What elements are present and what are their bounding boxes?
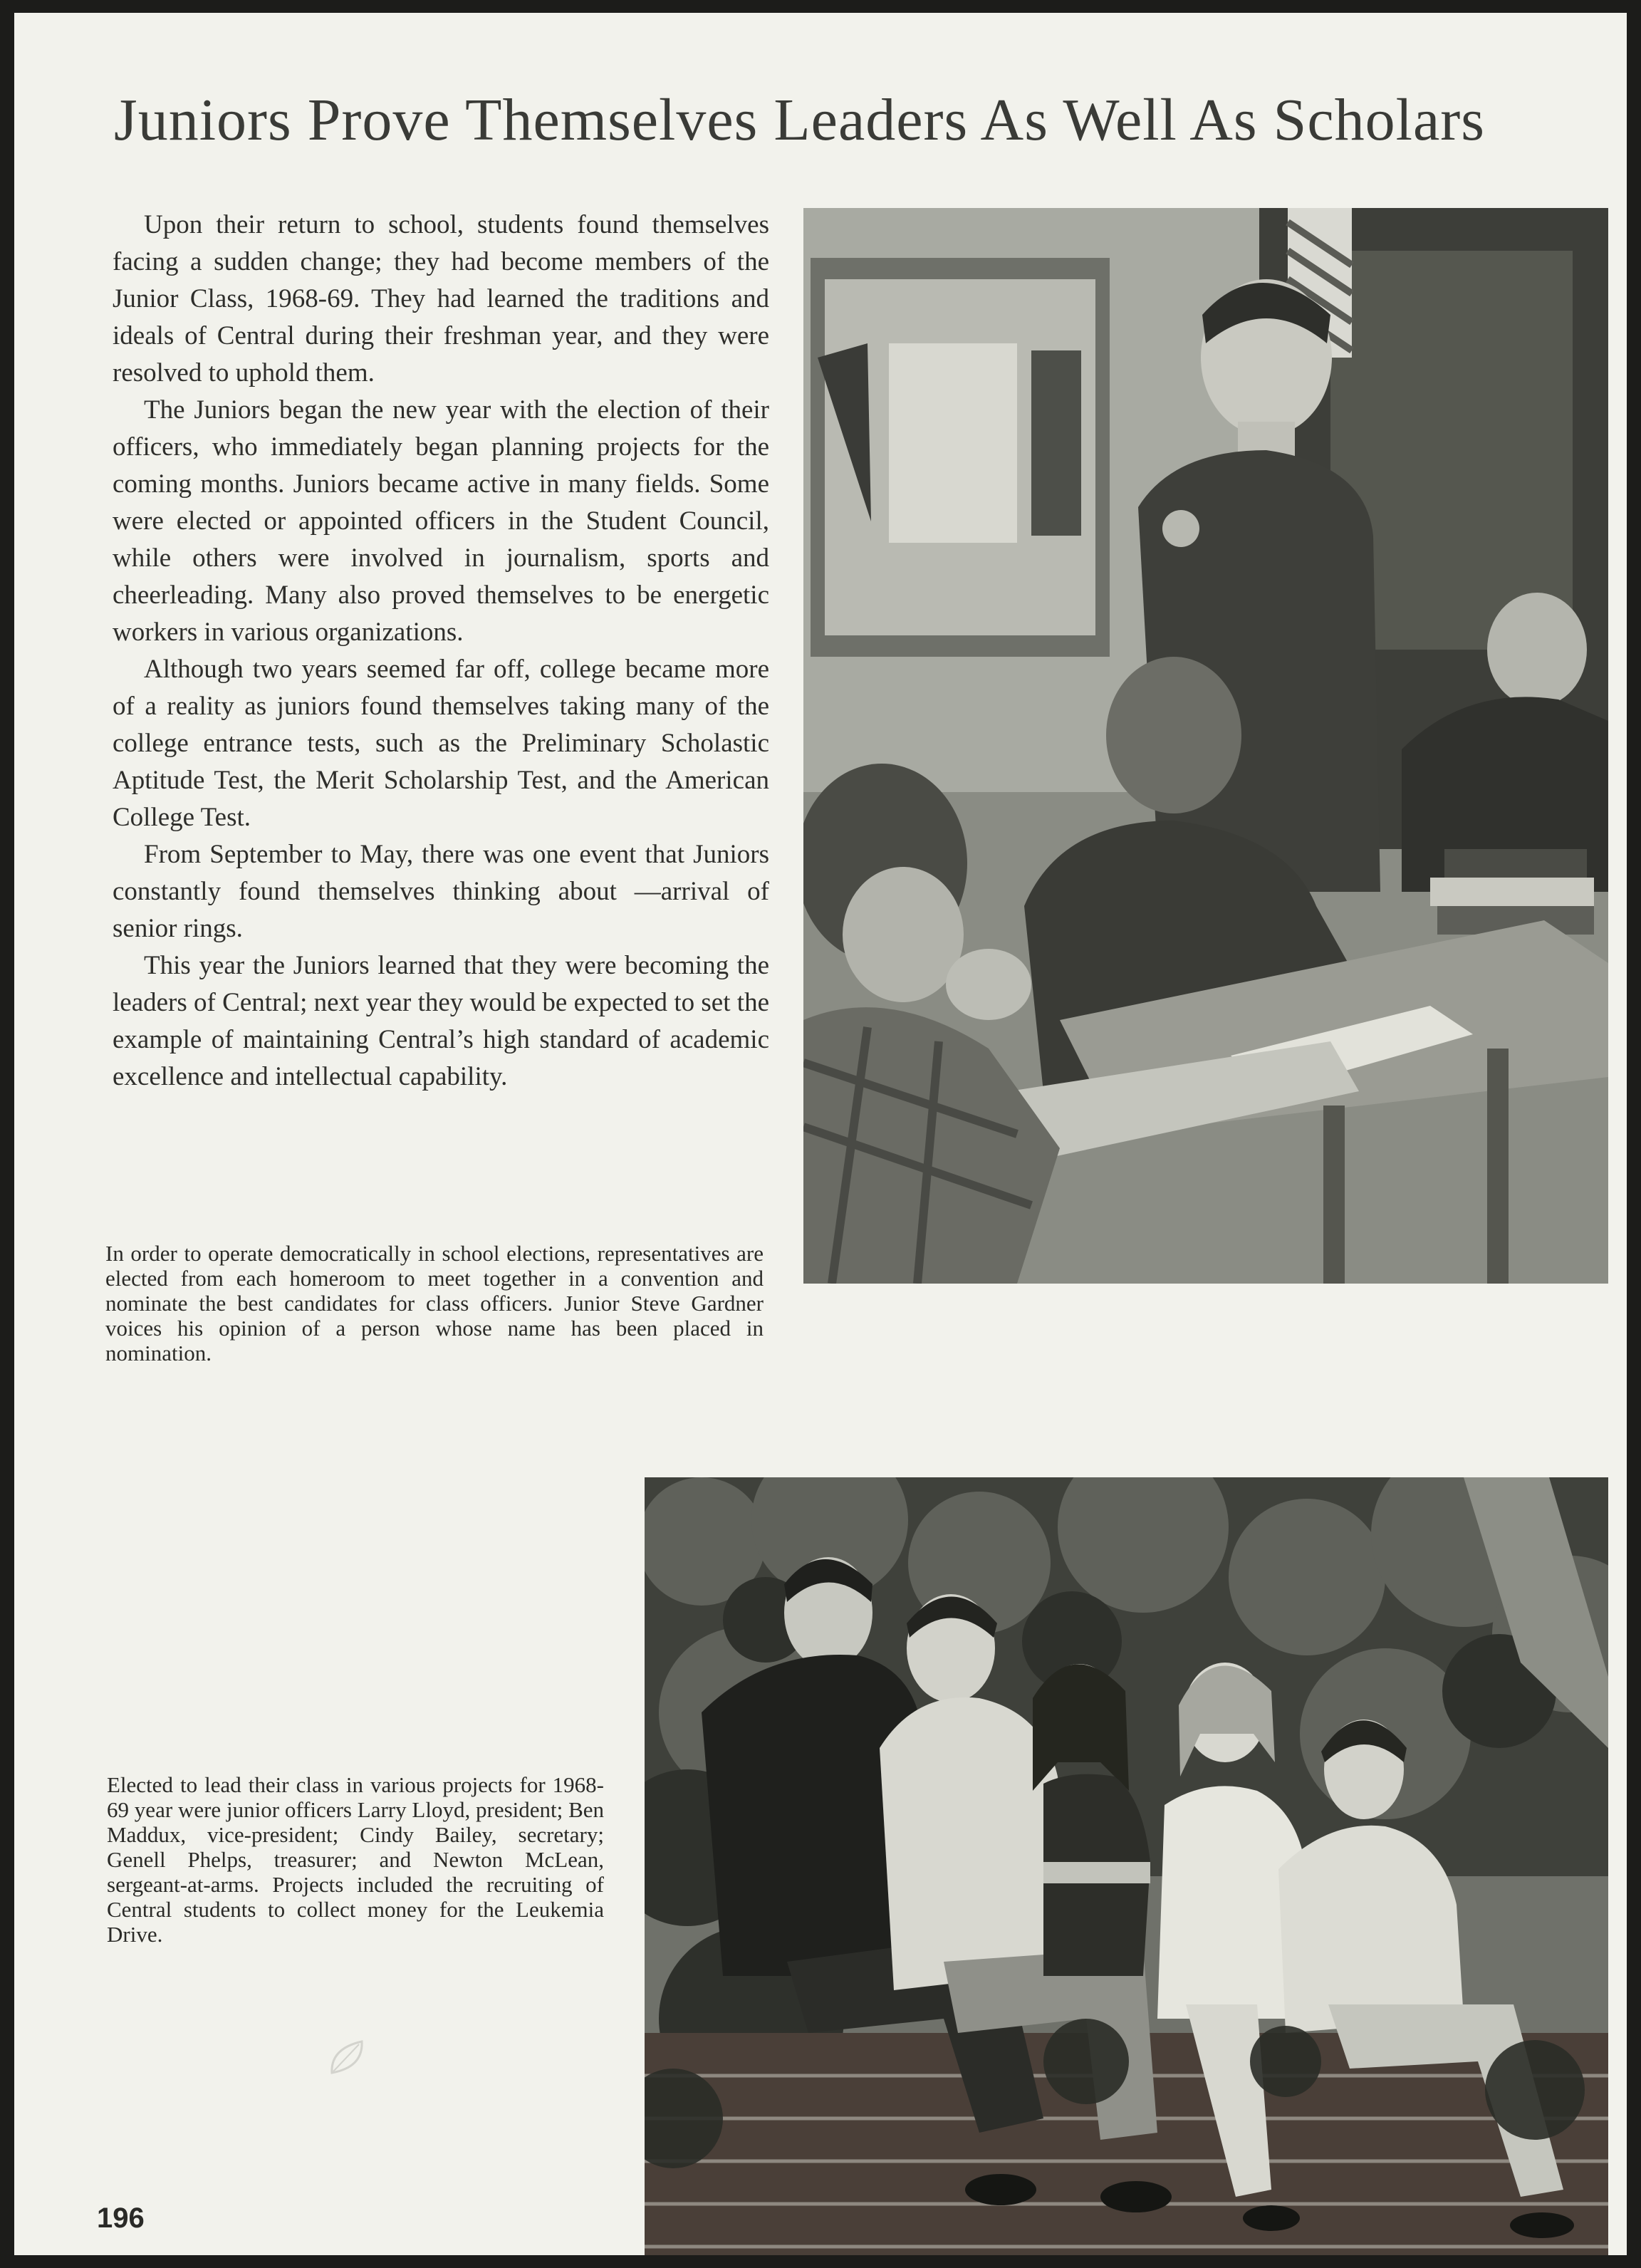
article-paragraph: From September to May, there was one event that Juniors constantly found themselves thinking about —arrival of senior rings. bbox=[113, 840, 769, 943]
article-body bbox=[113, 207, 769, 1096]
convention-photo-caption: In order to operate democratically in school elections, representatives are elected from each homeroom to meet together in a convention and nominate the best candidates for class officers. Junior Steve Gardner voices his opinion of a person whose name has been placed in nomination. bbox=[105, 1241, 764, 1366]
classroom-photo-illustration bbox=[803, 208, 1608, 1284]
article-paragraph: This year the Juniors learned that they were becoming the leaders of Central; next year they would be expected to set the example of maintaining Central’s high standard of academic excellence and intellectual capability. bbox=[113, 951, 769, 1091]
classroom-convention-photo bbox=[803, 208, 1608, 1284]
officers-photo-illustration bbox=[645, 1477, 1608, 2255]
page-headline: Juniors Prove Themselves Leaders As Well As Scholars bbox=[114, 87, 1485, 153]
page-number: 196 bbox=[97, 2202, 145, 2234]
yearbook-page bbox=[14, 13, 1627, 2255]
article-paragraph: The Juniors began the new year with the election of their officers, who immediately began planning projects for the coming months. Juniors became active in many fields. Some were elected or appointed officers in the Student Council, while others were involved in journalism, sports and cheerleading. Many also proved themselves to be energetic workers in various organizations. bbox=[113, 395, 769, 647]
officers-photo-caption: Elected to lead their class in various projects for 1968-69 year were junior officers Larry Lloyd, president; Ben Maddux, vice-president; Cindy Bailey, secretary; Genell Phelps, treasurer; and Newton McLean, sergeant-at-arms. Projects included the recruiting of Central students to collect money for the Leukemia Drive. bbox=[107, 1772, 604, 1947]
article-paragraph: Although two years seemed far off, college became more of a reality as juniors found themselves taking many of the college entrance tests, such as the Preliminary Scholastic Aptitude Test, the Merit Scholarship Test, and the American College Test. bbox=[113, 655, 769, 832]
class-officers-photo bbox=[645, 1477, 1608, 2255]
leaf-watermark-icon bbox=[326, 2036, 369, 2079]
article-paragraph: Upon their return to school, students found themselves facing a sudden change; they had become members of the Junior Class, 1968-69. They had learned the traditions and ideals of Central during their freshman year, and they were resolved to uphold them. bbox=[113, 210, 769, 387]
